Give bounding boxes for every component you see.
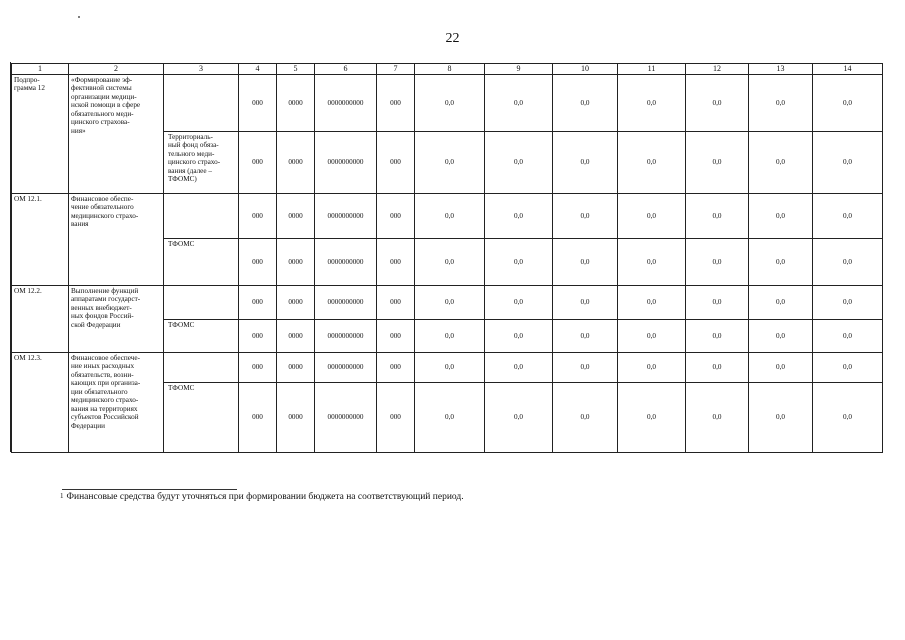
- value-cell-col-12: 0,0: [686, 320, 749, 353]
- table-row: [12, 194, 883, 239]
- value-cell-col-9: 0,0: [485, 239, 553, 286]
- code-cell-c4: 000: [239, 383, 277, 453]
- value-cell-col-12: 0,0: [686, 383, 749, 453]
- code-cell-c4: 000: [239, 194, 277, 239]
- value-cell-col-11: 0,0: [618, 194, 686, 239]
- column-header-9: 9: [485, 64, 553, 75]
- value-cell-col-8: 0,0: [415, 239, 485, 286]
- page-number: 22: [445, 31, 460, 46]
- program-code-cell: Подпро- грамма 12: [12, 75, 69, 194]
- code-cell-c5: 0000: [277, 75, 315, 132]
- code-cell-c6: 0000000000: [315, 75, 377, 132]
- value-cell-col-14: 0,0: [813, 75, 883, 132]
- budget-table: [11, 63, 883, 453]
- executor-cell: ТФОМС: [164, 383, 239, 453]
- code-cell-c6: 0000000000: [315, 383, 377, 453]
- value-cell-col-10: 0,0: [553, 75, 618, 132]
- footnote-marker: 1: [60, 492, 64, 500]
- footnote: [60, 492, 464, 502]
- executor-cell: ТФОМС: [164, 320, 239, 353]
- code-cell-c6: 0000000000: [315, 132, 377, 194]
- code-cell-c7: 000: [377, 194, 415, 239]
- code-cell-c7: 000: [377, 75, 415, 132]
- code-cell-c4: 000: [239, 239, 277, 286]
- column-header-1: 1: [12, 64, 69, 75]
- value-cell-col-11: 0,0: [618, 383, 686, 453]
- code-cell-c7: 000: [377, 286, 415, 320]
- value-cell-col-13: 0,0: [749, 194, 813, 239]
- value-cell-col-12: 0,0: [686, 286, 749, 320]
- code-cell-c5: 0000: [277, 383, 315, 453]
- column-header-4: 4: [239, 64, 277, 75]
- value-cell-col-8: 0,0: [415, 132, 485, 194]
- code-cell-c7: 000: [377, 353, 415, 383]
- value-cell-col-8: 0,0: [415, 353, 485, 383]
- program-title-cell: Выполнение функций аппаратами государст- венных внебюджет- ных фондов Россий- ской Федерации: [69, 286, 164, 353]
- executor-cell: [164, 353, 239, 383]
- column-header-12: 12: [686, 64, 749, 75]
- value-cell-col-13: 0,0: [749, 353, 813, 383]
- column-header-14: 14: [813, 64, 883, 75]
- value-cell-col-13: 0,0: [749, 75, 813, 132]
- value-cell-col-14: 0,0: [813, 239, 883, 286]
- value-cell-col-12: 0,0: [686, 194, 749, 239]
- value-cell-col-12: 0,0: [686, 239, 749, 286]
- executor-cell: ТФОМС: [164, 239, 239, 286]
- column-header-5: 5: [277, 64, 315, 75]
- program-title-cell: Финансовое обеспе- чение обязательного медицинского страхо- вания: [69, 194, 164, 286]
- column-header-13: 13: [749, 64, 813, 75]
- value-cell-col-10: 0,0: [553, 286, 618, 320]
- value-cell-col-11: 0,0: [618, 239, 686, 286]
- code-cell-c5: 0000: [277, 320, 315, 353]
- program-code-cell: ОМ 12.1.: [12, 194, 69, 286]
- table-body: [12, 64, 883, 453]
- code-cell-c7: 000: [377, 239, 415, 286]
- column-header-2: 2: [69, 64, 164, 75]
- code-cell-c6: 0000000000: [315, 194, 377, 239]
- value-cell-col-8: 0,0: [415, 75, 485, 132]
- value-cell-col-8: 0,0: [415, 194, 485, 239]
- value-cell-col-13: 0,0: [749, 383, 813, 453]
- value-cell-col-12: 0,0: [686, 132, 749, 194]
- value-cell-col-12: 0,0: [686, 75, 749, 132]
- value-cell-col-13: 0,0: [749, 320, 813, 353]
- value-cell-col-8: 0,0: [415, 383, 485, 453]
- value-cell-col-11: 0,0: [618, 353, 686, 383]
- value-cell-col-9: 0,0: [485, 132, 553, 194]
- value-cell-col-13: 0,0: [749, 239, 813, 286]
- value-cell-col-12: 0,0: [686, 353, 749, 383]
- executor-cell: Территориаль- ный фонд обяза- тельного меди- цинского страхо- вания (далее – ТФОМС): [164, 132, 239, 194]
- value-cell-col-9: 0,0: [485, 75, 553, 132]
- value-cell-col-10: 0,0: [553, 194, 618, 239]
- column-header-8: 8: [415, 64, 485, 75]
- value-cell-col-8: 0,0: [415, 286, 485, 320]
- value-cell-col-10: 0,0: [553, 239, 618, 286]
- code-cell-c7: 000: [377, 383, 415, 453]
- code-cell-c7: 000: [377, 132, 415, 194]
- code-cell-c4: 000: [239, 286, 277, 320]
- code-cell-c5: 0000: [277, 239, 315, 286]
- value-cell-col-14: 0,0: [813, 320, 883, 353]
- value-cell-col-14: 0,0: [813, 132, 883, 194]
- value-cell-col-8: 0,0: [415, 320, 485, 353]
- value-cell-col-14: 0,0: [813, 383, 883, 453]
- value-cell-col-11: 0,0: [618, 75, 686, 132]
- value-cell-col-14: 0,0: [813, 194, 883, 239]
- value-cell-col-14: 0,0: [813, 353, 883, 383]
- value-cell-col-13: 0,0: [749, 286, 813, 320]
- column-header-6: 6: [315, 64, 377, 75]
- code-cell-c4: 000: [239, 75, 277, 132]
- value-cell-col-14: 0,0: [813, 286, 883, 320]
- code-cell-c4: 000: [239, 353, 277, 383]
- value-cell-col-9: 0,0: [485, 194, 553, 239]
- code-cell-c4: 000: [239, 132, 277, 194]
- program-code-cell: ОМ 12.3.: [12, 353, 69, 453]
- column-header-11: 11: [618, 64, 686, 75]
- program-title-cell: «Формирование эф- фективной системы организации медици- нской помощи в сфере обязательного меди- цинского страхова- ния»: [69, 75, 164, 194]
- value-cell-col-9: 0,0: [485, 286, 553, 320]
- value-cell-col-11: 0,0: [618, 286, 686, 320]
- value-cell-col-10: 0,0: [553, 320, 618, 353]
- executor-cell: [164, 286, 239, 320]
- value-cell-col-11: 0,0: [618, 320, 686, 353]
- code-cell-c6: 0000000000: [315, 353, 377, 383]
- table-row: [12, 75, 883, 132]
- code-cell-c6: 0000000000: [315, 286, 377, 320]
- value-cell-col-9: 0,0: [485, 383, 553, 453]
- value-cell-col-10: 0,0: [553, 383, 618, 453]
- code-cell-c4: 000: [239, 320, 277, 353]
- code-cell-c5: 0000: [277, 132, 315, 194]
- program-title-cell: Финансовое обеспече- ние иных расходных обязательств, возни- кающих при организа- ции обязательного медицинского страхо- вания на территориях субъектов Российской Федерации: [69, 353, 164, 453]
- value-cell-col-13: 0,0: [749, 132, 813, 194]
- code-cell-c5: 0000: [277, 353, 315, 383]
- footnote-rule: [62, 489, 237, 490]
- column-number-row: [12, 64, 883, 75]
- value-cell-col-9: 0,0: [485, 353, 553, 383]
- program-code-cell: ОМ 12.2.: [12, 286, 69, 353]
- value-cell-col-11: 0,0: [618, 132, 686, 194]
- code-cell-c6: 0000000000: [315, 320, 377, 353]
- value-cell-col-10: 0,0: [553, 353, 618, 383]
- code-cell-c5: 0000: [277, 286, 315, 320]
- code-cell-c7: 000: [377, 320, 415, 353]
- table-row: [12, 353, 883, 383]
- column-header-7: 7: [377, 64, 415, 75]
- code-cell-c5: 0000: [277, 194, 315, 239]
- scan-speck: [78, 16, 80, 18]
- value-cell-col-10: 0,0: [553, 132, 618, 194]
- column-header-3: 3: [164, 64, 239, 75]
- executor-cell: [164, 75, 239, 132]
- value-cell-col-9: 0,0: [485, 320, 553, 353]
- column-header-10: 10: [553, 64, 618, 75]
- table-row: [12, 286, 883, 320]
- code-cell-c6: 0000000000: [315, 239, 377, 286]
- footnote-text: Финансовые средства будут уточняться при формировании бюджета на соответствующий период.: [66, 492, 464, 502]
- executor-cell: [164, 194, 239, 239]
